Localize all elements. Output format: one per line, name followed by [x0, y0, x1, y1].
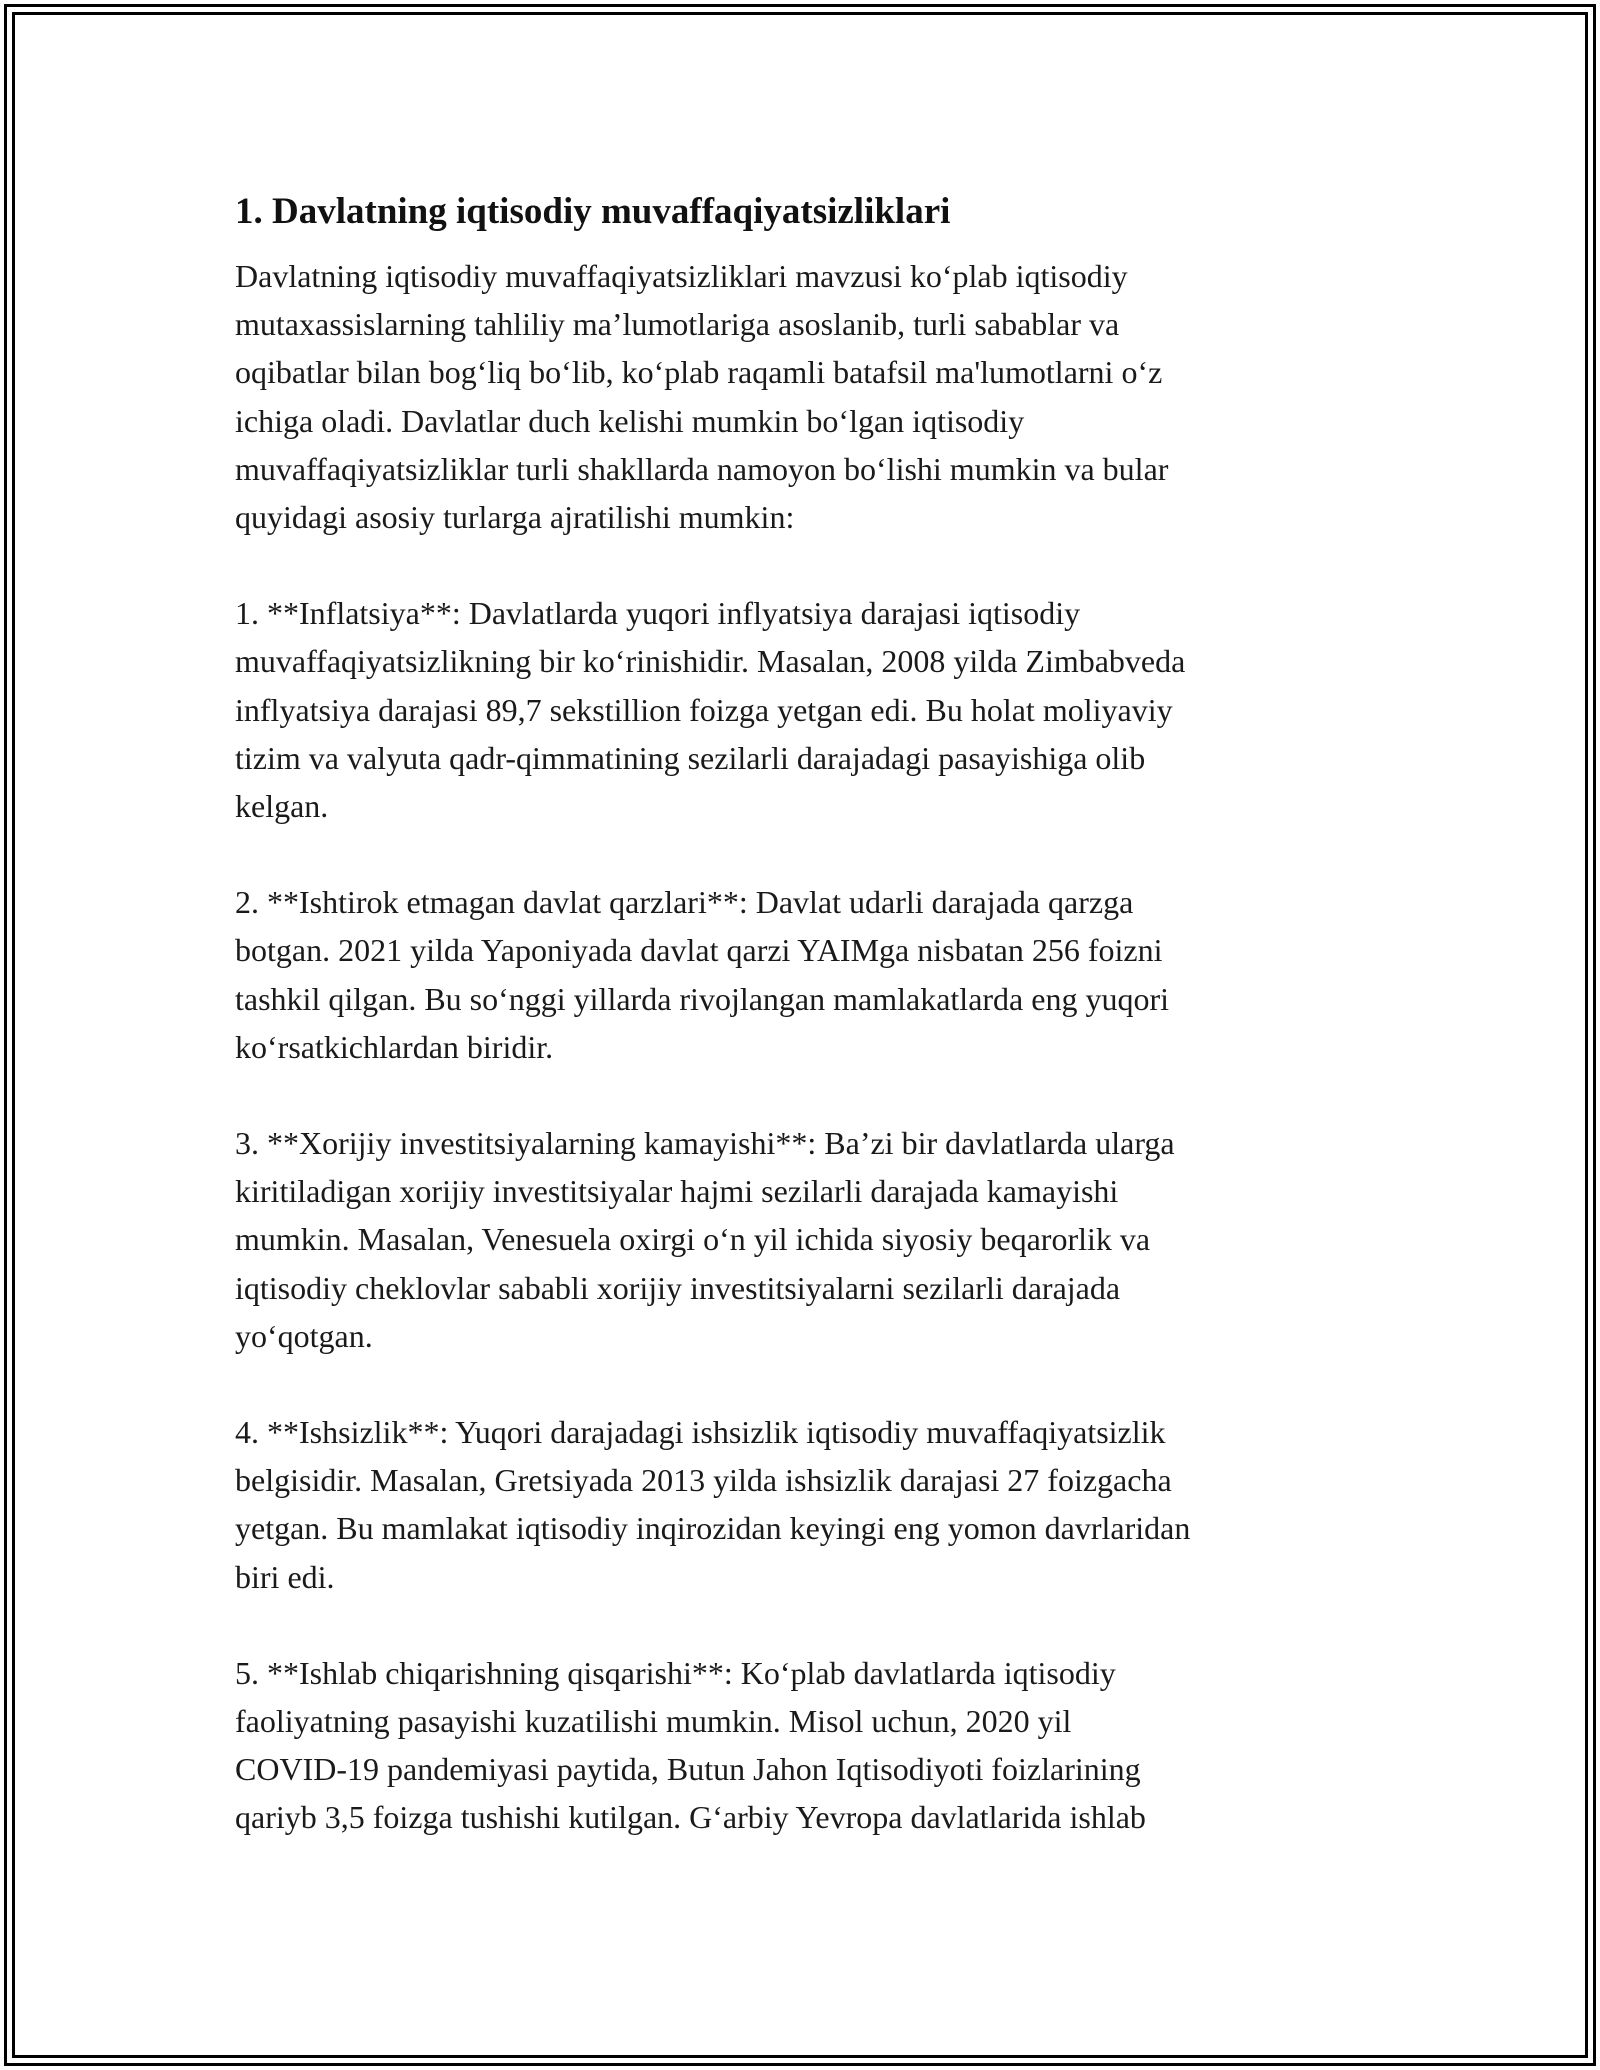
text-line: yetgan. Bu mamlakat iqtisodiy inqirozidan keyingi eng yomon davrlaridan [235, 1510, 1191, 1547]
text-line: ko‘rsatkichlardan biridir. [235, 1028, 554, 1065]
text-line: belgisidir. Masalan, Gretsiyada 2013 yilda ishsizlik darajasi 27 foizgacha [235, 1462, 1172, 1499]
list-item-paragraph [235, 1119, 1355, 1360]
text-line: oqibatlar bilan bog‘liq bo‘lib, ko‘plab raqamli batafsil ma'lumotlarni o‘z [235, 354, 1163, 391]
list-item-paragraph [235, 589, 1355, 830]
text-line: tashkil qilgan. Bu so‘nggi yillarda rivojlangan mamlakatlarda eng yuqori [235, 980, 1169, 1017]
text-line: qariyb 3,5 foizga tushishi kutilgan. G‘arbiy Yevropa davlatlarida ishlab [235, 1799, 1146, 1836]
text-line: 4. **Ishsizlik**: Yuqori darajadagi ishsizlik iqtisodiy muvaffaqiyatsizlik [235, 1414, 1166, 1451]
text-line: 2. **Ishtirok etmagan davlat qarzlari**: Davlat udarli darajada qarzga [235, 884, 1134, 921]
section-heading: 1. Davlatning iqtisodiy muvaffaqiyatsizliklari [235, 191, 951, 232]
text-line: inflyatsiya darajasi 89,7 sekstillion foizga yetgan edi. Bu holat moliyaviy [235, 691, 1173, 728]
text-line: ichiga oladi. Davlatlar duch kelishi mumkin bo‘lgan iqtisodiy [235, 402, 1025, 439]
text-line: muvaffaqiyatsizlikning bir ko‘rinishidir. Masalan, 2008 yilda Zimbabveda [235, 643, 1186, 680]
list-item-paragraph [235, 1408, 1355, 1601]
text-line: Davlatning iqtisodiy muvaffaqiyatsizliklari mavzusi ko‘plab iqtisodiy [235, 258, 1128, 294]
text-line: 1. **Inflatsiya**: Davlatlarda yuqori inflyatsiya darajasi iqtisodiy [235, 595, 1081, 632]
text-line: biri edi. [235, 1558, 335, 1595]
text-line: mutaxassislarning tahliliy ma’lumotlariga asoslanib, turli sabablar va [235, 306, 1120, 343]
text-line: tizim va valyuta qadr-qimmatining sezilarli darajadagi pasayishiga olib [235, 739, 1146, 776]
text-line: quyidagi asosiy turlarga ajratilishi mumkin: [235, 499, 795, 536]
text-line: kiritiladigan xorijiy investitsiyalar hajmi sezilarli darajada kamayishi [235, 1173, 1119, 1210]
text-line: mumkin. Masalan, Venesuela oxirgi o‘n yil ichida siyosiy beqarorlik va [235, 1221, 1151, 1258]
document-body [235, 188, 1355, 1842]
list-item-paragraph [235, 878, 1355, 1071]
list-item-paragraph [235, 1649, 1355, 1842]
text-line: muvaffaqiyatsizliklar turli shakllarda namoyon bo‘lishi mumkin va bular [235, 450, 1169, 487]
text-line: faoliyatning pasayishi kuzatilishi mumkin. Misol uchun, 2020 yil [235, 1703, 1072, 1740]
text-line: kelgan. [235, 788, 329, 825]
text-line: 5. **Ishlab chiqarishning qisqarishi**: Ko‘plab davlatlarda iqtisodiy [235, 1654, 1116, 1691]
intro-paragraph [235, 252, 1355, 541]
text-line: 3. **Xorijiy investitsiyalarning kamayishi**: Ba’zi bir davlatlarda ularga [235, 1125, 1175, 1162]
text-line: botgan. 2021 yilda Yaponiyada davlat qarzi YAIMga nisbatan 256 foizni [235, 932, 1163, 969]
text-line: iqtisodiy cheklovlar sababli xorijiy investitsiyalarni sezilarli darajada [235, 1269, 1121, 1306]
paragraph-list [235, 252, 1355, 1842]
text-line: COVID-19 pandemiyasi paytida, Butun Jahon Iqtisodiyoti foizlarining [235, 1751, 1141, 1788]
text-line: yo‘qotgan. [235, 1317, 373, 1354]
